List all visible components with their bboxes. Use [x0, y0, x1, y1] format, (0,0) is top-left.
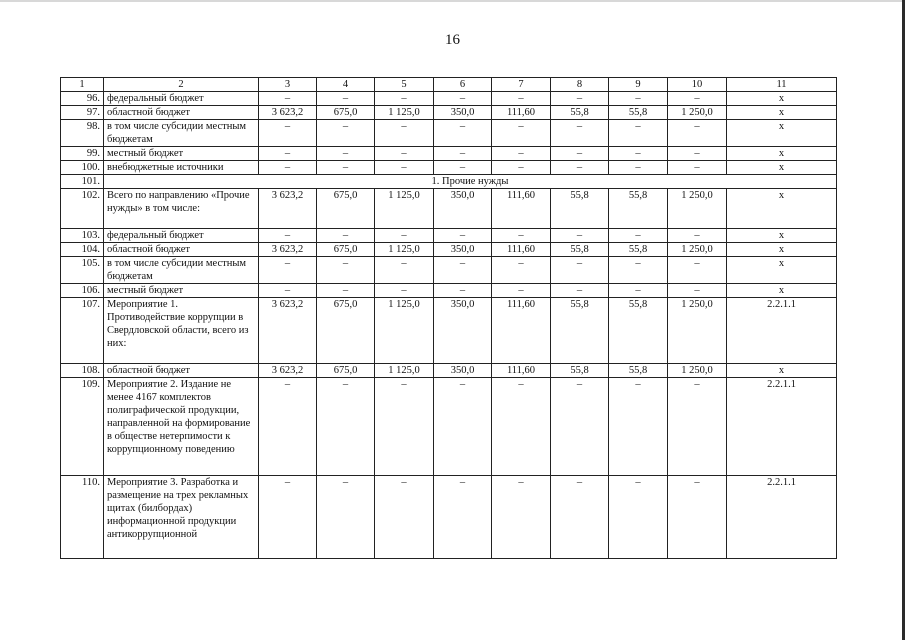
amount-cell: –	[317, 120, 375, 147]
amount-cell: –	[609, 120, 668, 147]
amount-cell: –	[259, 476, 317, 559]
table-row	[61, 161, 837, 175]
amount-cell: –	[259, 92, 317, 106]
row-number: 110.	[61, 476, 104, 559]
table-row	[61, 189, 837, 229]
header-cell: 10	[668, 78, 727, 92]
amount-cell: –	[259, 147, 317, 161]
page-number: 16	[445, 32, 460, 48]
section-title: 1. Прочие нужды	[104, 175, 837, 189]
amount-cell: 3 623,2	[259, 106, 317, 120]
amount-cell: 111,60	[492, 189, 551, 229]
row-number: 105.	[61, 257, 104, 284]
amount-cell: 675,0	[317, 243, 375, 257]
amount-cell: –	[434, 92, 492, 106]
header-cell: 1	[61, 78, 104, 92]
target-indicator-cell: х	[727, 147, 837, 161]
row-description: в том числе субсидии местным бюджетам	[104, 257, 259, 284]
table-row	[61, 243, 837, 257]
amount-cell: –	[259, 161, 317, 175]
row-number: 104.	[61, 243, 104, 257]
table-row	[61, 298, 837, 364]
amount-cell: –	[668, 161, 727, 175]
table-row	[61, 229, 837, 243]
amount-cell: –	[551, 120, 609, 147]
amount-cell: 3 623,2	[259, 189, 317, 229]
row-description: внебюджетные источники	[104, 161, 259, 175]
amount-cell: 111,60	[492, 243, 551, 257]
row-description: Мероприятие 1. Противодействие коррупции в Свердловской области, всего из них:	[104, 298, 259, 364]
amount-cell: –	[668, 147, 727, 161]
target-indicator-cell: х	[727, 106, 837, 120]
amount-cell: 1 250,0	[668, 298, 727, 364]
amount-cell: –	[668, 284, 727, 298]
amount-cell: –	[259, 229, 317, 243]
row-description: областной бюджет	[104, 106, 259, 120]
amount-cell: 55,8	[551, 298, 609, 364]
amount-cell: –	[551, 147, 609, 161]
target-indicator-cell: х	[727, 243, 837, 257]
amount-cell: –	[317, 161, 375, 175]
amount-cell: 350,0	[434, 106, 492, 120]
amount-cell: –	[551, 378, 609, 476]
amount-cell: –	[668, 229, 727, 243]
amount-cell: 1 125,0	[375, 189, 434, 229]
amount-cell: 55,8	[609, 243, 668, 257]
budget-table	[60, 77, 837, 559]
table-row	[61, 92, 837, 106]
amount-cell: –	[317, 284, 375, 298]
amount-cell: –	[492, 92, 551, 106]
amount-cell: –	[609, 378, 668, 476]
row-description: федеральный бюджет	[104, 92, 259, 106]
amount-cell: –	[375, 92, 434, 106]
target-indicator-cell: х	[727, 120, 837, 147]
amount-cell: –	[434, 257, 492, 284]
amount-cell: –	[375, 284, 434, 298]
row-number: 102.	[61, 189, 104, 229]
header-cell: 2	[104, 78, 259, 92]
amount-cell: –	[434, 476, 492, 559]
target-indicator-cell: х	[727, 284, 837, 298]
amount-cell: –	[492, 120, 551, 147]
amount-cell: 55,8	[551, 364, 609, 378]
amount-cell: –	[609, 257, 668, 284]
amount-cell: 1 125,0	[375, 243, 434, 257]
amount-cell: –	[375, 147, 434, 161]
row-description: областной бюджет	[104, 243, 259, 257]
target-indicator-cell: 2.2.1.1	[727, 378, 837, 476]
amount-cell: –	[259, 378, 317, 476]
amount-cell: –	[609, 284, 668, 298]
row-number: 96.	[61, 92, 104, 106]
row-description: Мероприятие 2. Издание не менее 4167 комплектов полиграфической продукции, направленной на формирование в обществе нетерпимости к коррупционному поведению	[104, 378, 259, 476]
row-number: 103.	[61, 229, 104, 243]
row-description: Мероприятие 3. Разработка и размещение на трех рекламных щитах (билбордах) информационной продукции антикоррупционной	[104, 476, 259, 559]
amount-cell: 3 623,2	[259, 243, 317, 257]
amount-cell: –	[492, 476, 551, 559]
amount-cell: 55,8	[609, 106, 668, 120]
amount-cell: –	[551, 284, 609, 298]
amount-cell: –	[551, 476, 609, 559]
table-row	[61, 147, 837, 161]
amount-cell: 675,0	[317, 364, 375, 378]
row-description: Всего по направлению «Прочие нужды» в том числе:	[104, 189, 259, 229]
table-row	[61, 284, 837, 298]
header-cell: 6	[434, 78, 492, 92]
row-number: 101.	[61, 175, 104, 189]
amount-cell: –	[609, 229, 668, 243]
header-cell: 7	[492, 78, 551, 92]
amount-cell: 111,60	[492, 298, 551, 364]
amount-cell: –	[492, 229, 551, 243]
section-row	[61, 175, 837, 189]
amount-cell: –	[375, 378, 434, 476]
amount-cell: –	[317, 257, 375, 284]
amount-cell: –	[375, 257, 434, 284]
row-description: местный бюджет	[104, 147, 259, 161]
amount-cell: –	[551, 161, 609, 175]
amount-cell: 3 623,2	[259, 298, 317, 364]
amount-cell: 675,0	[317, 106, 375, 120]
target-indicator-cell: 2.2.1.1	[727, 476, 837, 559]
amount-cell: 55,8	[609, 298, 668, 364]
scan-edge-top	[0, 0, 905, 2]
amount-cell: 1 250,0	[668, 189, 727, 229]
amount-cell: 350,0	[434, 298, 492, 364]
target-indicator-cell: х	[727, 92, 837, 106]
amount-cell: –	[551, 229, 609, 243]
amount-cell: 55,8	[551, 243, 609, 257]
amount-cell: –	[609, 147, 668, 161]
amount-cell: –	[609, 92, 668, 106]
amount-cell: 55,8	[609, 364, 668, 378]
target-indicator-cell: 2.2.1.1	[727, 298, 837, 364]
amount-cell: –	[609, 161, 668, 175]
amount-cell: 1 250,0	[668, 106, 727, 120]
row-number: 109.	[61, 378, 104, 476]
amount-cell: –	[668, 378, 727, 476]
amount-cell: 111,60	[492, 106, 551, 120]
amount-cell: –	[492, 161, 551, 175]
amount-cell: 3 623,2	[259, 364, 317, 378]
target-indicator-cell: х	[727, 229, 837, 243]
amount-cell: –	[492, 147, 551, 161]
header-cell: 8	[551, 78, 609, 92]
amount-cell: –	[259, 120, 317, 147]
table-row	[61, 364, 837, 378]
amount-cell: 1 250,0	[668, 364, 727, 378]
amount-cell: –	[317, 229, 375, 243]
amount-cell: –	[492, 284, 551, 298]
header-cell: 9	[609, 78, 668, 92]
amount-cell: –	[668, 92, 727, 106]
row-number: 100.	[61, 161, 104, 175]
target-indicator-cell: х	[727, 189, 837, 229]
row-number: 98.	[61, 120, 104, 147]
amount-cell: 350,0	[434, 189, 492, 229]
amount-cell: –	[434, 378, 492, 476]
table-row	[61, 476, 837, 559]
amount-cell: –	[668, 476, 727, 559]
amount-cell: 1 250,0	[668, 243, 727, 257]
target-indicator-cell: х	[727, 257, 837, 284]
amount-cell: 55,8	[551, 189, 609, 229]
row-number: 107.	[61, 298, 104, 364]
row-description: областной бюджет	[104, 364, 259, 378]
header-cell: 3	[259, 78, 317, 92]
amount-cell: –	[434, 229, 492, 243]
amount-cell: –	[317, 92, 375, 106]
amount-cell: –	[259, 257, 317, 284]
row-number: 108.	[61, 364, 104, 378]
amount-cell: 1 125,0	[375, 364, 434, 378]
amount-cell: –	[434, 161, 492, 175]
header-row	[61, 78, 837, 92]
row-number: 97.	[61, 106, 104, 120]
amount-cell: –	[317, 378, 375, 476]
table-row	[61, 120, 837, 147]
amount-cell: –	[434, 120, 492, 147]
amount-cell: 1 125,0	[375, 106, 434, 120]
amount-cell: 55,8	[551, 106, 609, 120]
amount-cell: –	[551, 92, 609, 106]
amount-cell: –	[317, 476, 375, 559]
row-number: 106.	[61, 284, 104, 298]
amount-cell: –	[375, 120, 434, 147]
row-description: в том числе субсидии местным бюджетам	[104, 120, 259, 147]
target-indicator-cell: х	[727, 364, 837, 378]
amount-cell: –	[375, 476, 434, 559]
header-cell: 11	[727, 78, 837, 92]
amount-cell: 675,0	[317, 189, 375, 229]
amount-cell: 55,8	[609, 189, 668, 229]
table-row	[61, 257, 837, 284]
header-cell: 4	[317, 78, 375, 92]
amount-cell: 675,0	[317, 298, 375, 364]
amount-cell: –	[259, 284, 317, 298]
amount-cell: –	[434, 147, 492, 161]
amount-cell: 1 125,0	[375, 298, 434, 364]
amount-cell: 350,0	[434, 364, 492, 378]
target-indicator-cell: х	[727, 161, 837, 175]
header-cell: 5	[375, 78, 434, 92]
amount-cell: –	[551, 257, 609, 284]
amount-cell: –	[375, 161, 434, 175]
amount-cell: –	[434, 284, 492, 298]
amount-cell: –	[609, 476, 668, 559]
amount-cell: –	[492, 257, 551, 284]
amount-cell: –	[668, 120, 727, 147]
amount-cell: –	[668, 257, 727, 284]
amount-cell: 111,60	[492, 364, 551, 378]
row-number: 99.	[61, 147, 104, 161]
amount-cell: –	[375, 229, 434, 243]
row-description: федеральный бюджет	[104, 229, 259, 243]
amount-cell: –	[492, 378, 551, 476]
table-row	[61, 378, 837, 476]
amount-cell: –	[317, 147, 375, 161]
row-description: местный бюджет	[104, 284, 259, 298]
table-row	[61, 106, 837, 120]
amount-cell: 350,0	[434, 243, 492, 257]
